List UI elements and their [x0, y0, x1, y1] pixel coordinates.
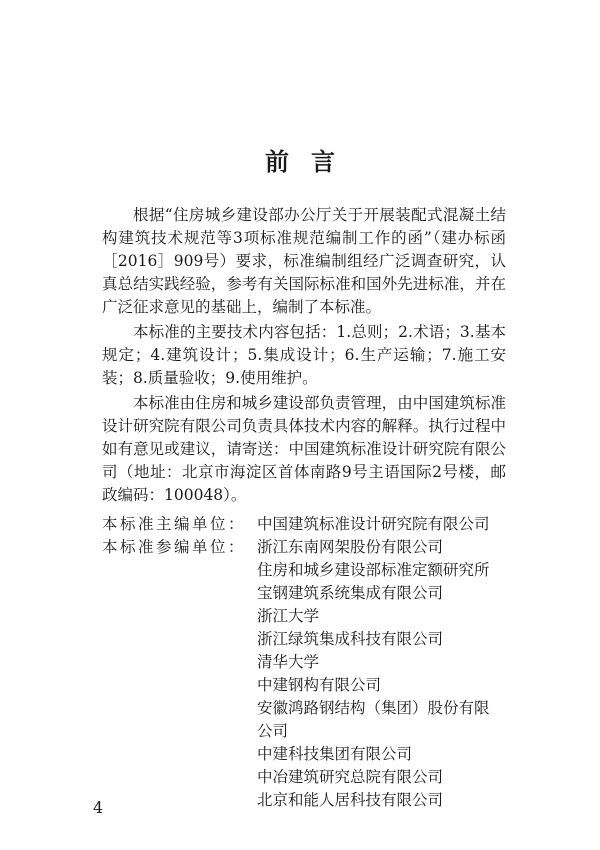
- chief-editor-label: 本标准主编单位：: [102, 515, 247, 533]
- participating-unit: 浙江绿筑集成科技有限公司: [257, 630, 444, 648]
- participating-unit-list: [257, 536, 490, 812]
- participating-unit: 安徽鸿路钢结构（集团）股份有限: [257, 699, 490, 717]
- participating-label: 本标准参编单位：: [102, 538, 247, 556]
- participating-unit: 住房和城乡建设部标准定额研究所: [257, 561, 490, 579]
- editor-units: [102, 513, 506, 812]
- participating-units-row: [102, 536, 506, 812]
- chief-editor-row: [102, 513, 506, 536]
- participating-unit: 北京和能人居科技有限公司: [257, 791, 444, 809]
- preface-body: [102, 204, 506, 812]
- participating-unit: 宝钢建筑系统集成有限公司: [257, 584, 444, 602]
- participating-unit: 浙江大学: [257, 607, 320, 625]
- participating-unit: 中建科技集团有限公司: [257, 745, 413, 763]
- participating-unit: 中建钢构有限公司: [257, 676, 382, 694]
- paragraph-management: 本标准由住房和城乡建设部负责管理，由中国建筑标准设计研究院有限公司负责具体技术内容的解释。执行过程中如有意见或建议，请寄送：中国建筑标准设计研究院有限公司（地址：北京市海淀区首体南路9号主语国际2号楼，邮政编码：100048）。: [102, 394, 506, 504]
- paragraph-contents: 本标准的主要技术内容包括：1.总则；2.术语；3.基本规定；4.建筑设计；5.集成设计；6.生产运输；7.施工安装；8.质量验收；9.使用维护。: [102, 323, 506, 387]
- participating-unit: 公司: [257, 722, 289, 740]
- page-number: 4: [93, 798, 104, 817]
- participating-unit: 中冶建筑研究总院有限公司: [257, 768, 444, 786]
- participating-unit: 清华大学: [257, 653, 320, 671]
- page-title: 前言: [265, 148, 357, 176]
- participating-unit: 浙江东南网架股份有限公司: [257, 538, 444, 556]
- chief-editor-unit: 中国建筑标准设计研究院有限公司: [257, 515, 490, 533]
- paragraph-basis: 根据“住房城乡建设部办公厅关于开展装配式混凝土结构建筑技术规范等3项标准规范编制工作的函”（建办标函［2016］909号）要求，标准编制组经广泛调查研究，认真总结实践经验，参考有关国际标准和国外先进标准，并在广泛征求意见的基础上，编制了本标准。: [102, 206, 506, 316]
